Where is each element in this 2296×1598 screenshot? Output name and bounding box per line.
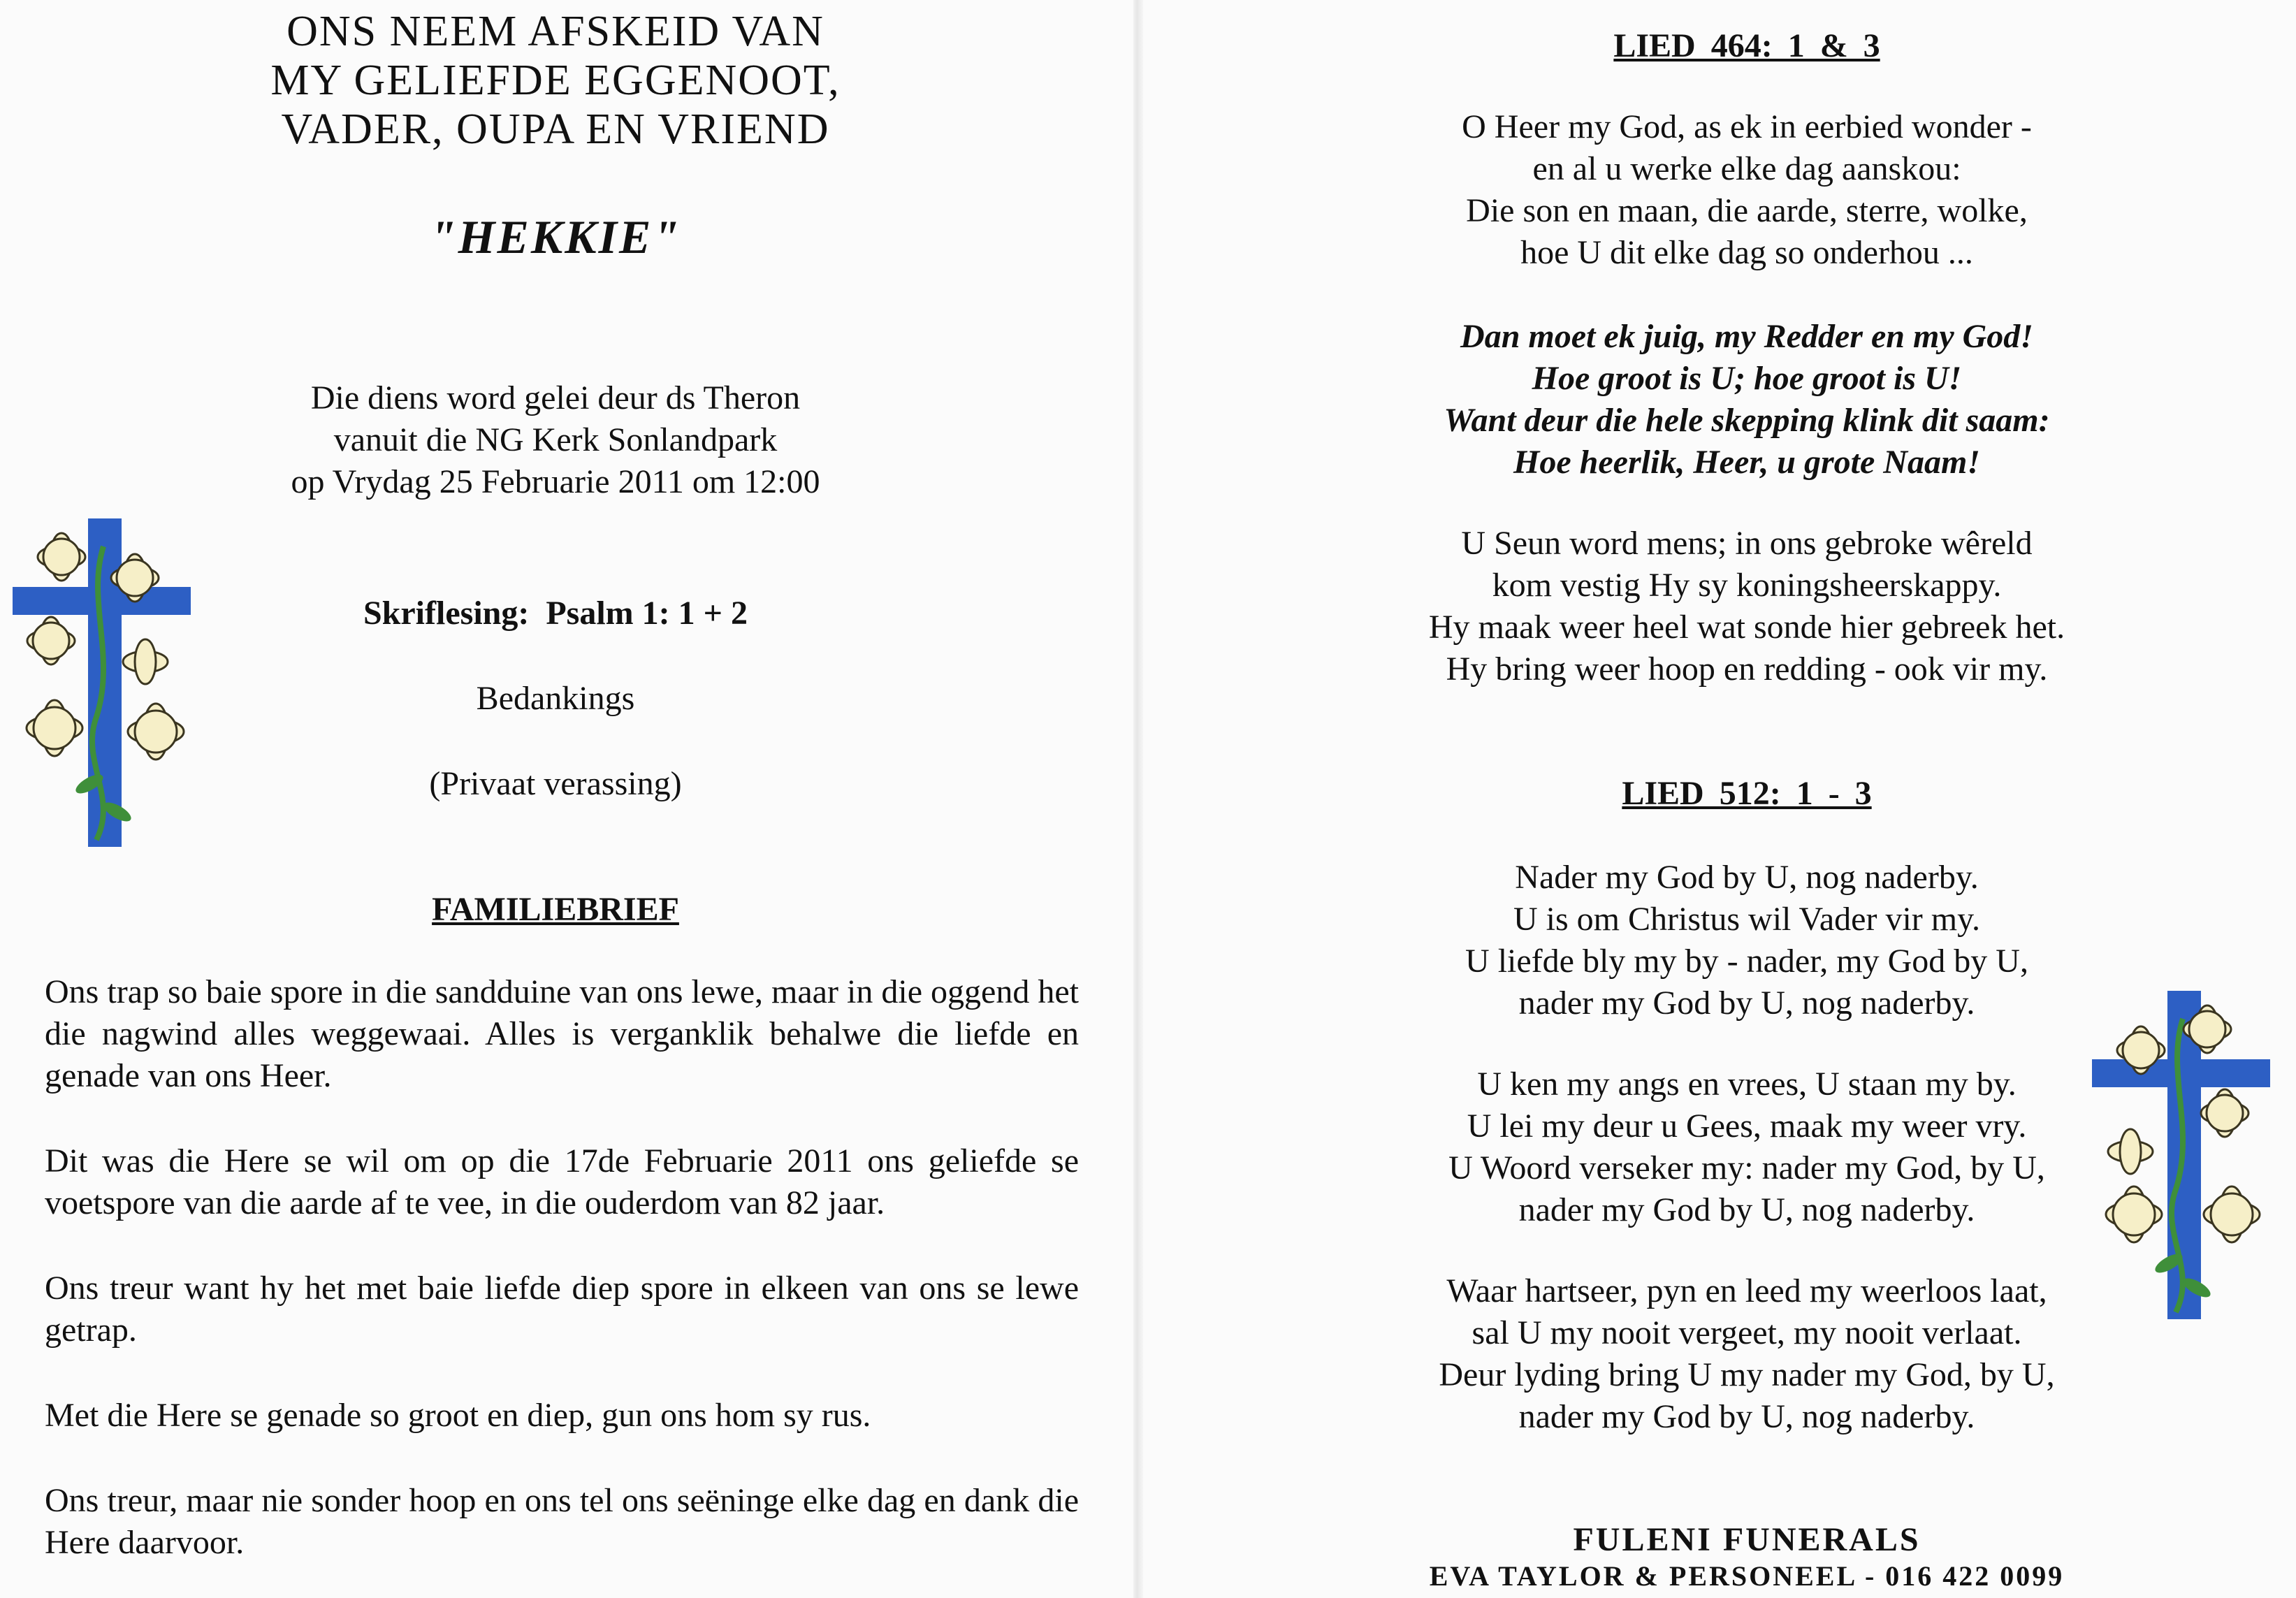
verse-line: kom vestig Hy sy koningsheerskappy. <box>1492 567 2002 604</box>
headline-line: VADER, OUPA EN VRIEND <box>281 106 830 153</box>
page-fold <box>1133 0 1143 1598</box>
verse-line: nader my God by U, nog naderby. <box>1518 1398 1975 1435</box>
private-cremation-note: (Privaat verassing) <box>429 765 682 802</box>
hymn-464-title: LIED 464: 1 & 3 <box>1613 27 1880 64</box>
verse-line: Die son en maan, die aarde, sterre, wolke, <box>1466 192 2028 229</box>
verse-line: Hy bring weer hoop en redding - ook vir my. <box>1446 651 2048 688</box>
verse-line: U lei my deur u Gees, maak my weer vry. <box>1467 1107 2027 1145</box>
verse-line: U liefde bly my by - nader, my God by U, <box>1465 943 2028 980</box>
chorus-line: Want deur die hele skepping klink dit saam: <box>1444 402 2050 439</box>
family-letter <box>45 971 1079 1598</box>
verse-line: O Heer my God, as ek in eerbied wonder - <box>1462 108 2032 145</box>
service-details <box>161 377 950 503</box>
headline-line: ONS NEEM AFSKEID VAN <box>286 8 824 55</box>
scripture-reading: Skriflesing: Psalm 1: 1 + 2 <box>363 595 748 632</box>
service-line: op Vrydag 25 Februarie 2011 om 12:00 <box>291 463 820 500</box>
verse-line: nader my God by U, nog naderby. <box>1518 1191 1975 1228</box>
verse-line: Waar hartseer, pyn en leed my weerloos laat, <box>1446 1272 2047 1309</box>
letter-paragraph: Met die Here se genade so groot en diep, gun ons hom sy rus. <box>45 1397 871 1434</box>
verse-line: sal U my nooit vergeet, my nooit verlaat. <box>1472 1314 2022 1351</box>
hymn-512-verse-1 <box>1328 857 2166 1024</box>
service-line: Die diens word gelei deur ds Theron <box>310 379 801 416</box>
chorus-line: Hoe groot is U; hoe groot is U! <box>1532 360 1962 397</box>
verse-line: U Seun word mens; in ons gebroke wêreld <box>1461 525 2033 562</box>
family-letter-heading: FAMILIEBRIEF <box>432 891 679 928</box>
headline-line: MY GELIEFDE EGGENOOT, <box>270 57 841 104</box>
verse-line: Hy maak weer heel wat sonde hier gebreek het. <box>1428 609 2065 646</box>
chorus-line: Dan moet ek juig, my Redder en my God! <box>1460 318 2033 355</box>
letter-paragraph: Dit was die Here se wil om op die 17de Februarie 2011 ons geliefde se voetspore van die aarde af te vee, in die ouderdom van 82 jaar. <box>45 1142 1079 1221</box>
chorus-line: Hoe heerlik, Heer, u grote Naam! <box>1513 444 1980 481</box>
farewell-headline <box>161 7 950 154</box>
hymn-512-verse-2 <box>1328 1063 2166 1231</box>
hymn-464-chorus <box>1328 316 2166 484</box>
funeral-home-name: FULENI FUNERALS <box>1573 1521 1921 1558</box>
cross-with-lilies-icon <box>2092 991 2270 1319</box>
verse-line: Nader my God by U, nog naderby. <box>1515 859 1979 896</box>
verse-line: hoe U dit elke dag so onderhou ... <box>1520 234 1973 271</box>
service-line: vanuit die NG Kerk Sonlandpark <box>333 421 778 458</box>
verse-line: U is om Christus wil Vader vir my. <box>1513 901 1980 938</box>
verse-line: U Woord verseker my: nader my God, by U, <box>1448 1149 2045 1186</box>
verse-line: Deur lyding bring U my nader my God, by U, <box>1439 1356 2055 1393</box>
hymn-512-title: LIED 512: 1 - 3 <box>1622 775 1872 812</box>
letter-paragraph: Ons trap so baie spore in die sandduine van ons lewe, maar in die oggend het die nagwind alles weggewaai. Alles is verganklik behalwe die liefde en genade van ons Heer. <box>45 973 1079 1094</box>
verse-line: U ken my angs en vrees, U staan my by. <box>1477 1066 2017 1103</box>
funeral-home-contact: EVA TAYLOR & PERSONEEL - 016 422 0099 <box>1429 1560 2065 1592</box>
verse-line: nader my God by U, nog naderby. <box>1518 985 1975 1022</box>
letter-paragraph: Ons treur want hy het met baie liefde diep spore in elkeen van ons se lewe getrap. <box>45 1270 1079 1349</box>
hymn-464-verse-1 <box>1328 106 2166 274</box>
letter-paragraph: Ons treur, maar nie sonder hoop en ons tel ons seëninge elke dag en dank die Here daarvoor. <box>45 1482 1079 1561</box>
cross-with-lilies-icon <box>13 518 191 847</box>
hymn-512-verse-3 <box>1328 1270 2166 1438</box>
hymn-464-verse-3 <box>1328 523 2166 690</box>
verse-line: en al u werke elke dag aanskou: <box>1532 150 1961 187</box>
deceased-name: "HEKKIE" <box>429 210 682 263</box>
thanks-item: Bedankings <box>476 680 635 717</box>
